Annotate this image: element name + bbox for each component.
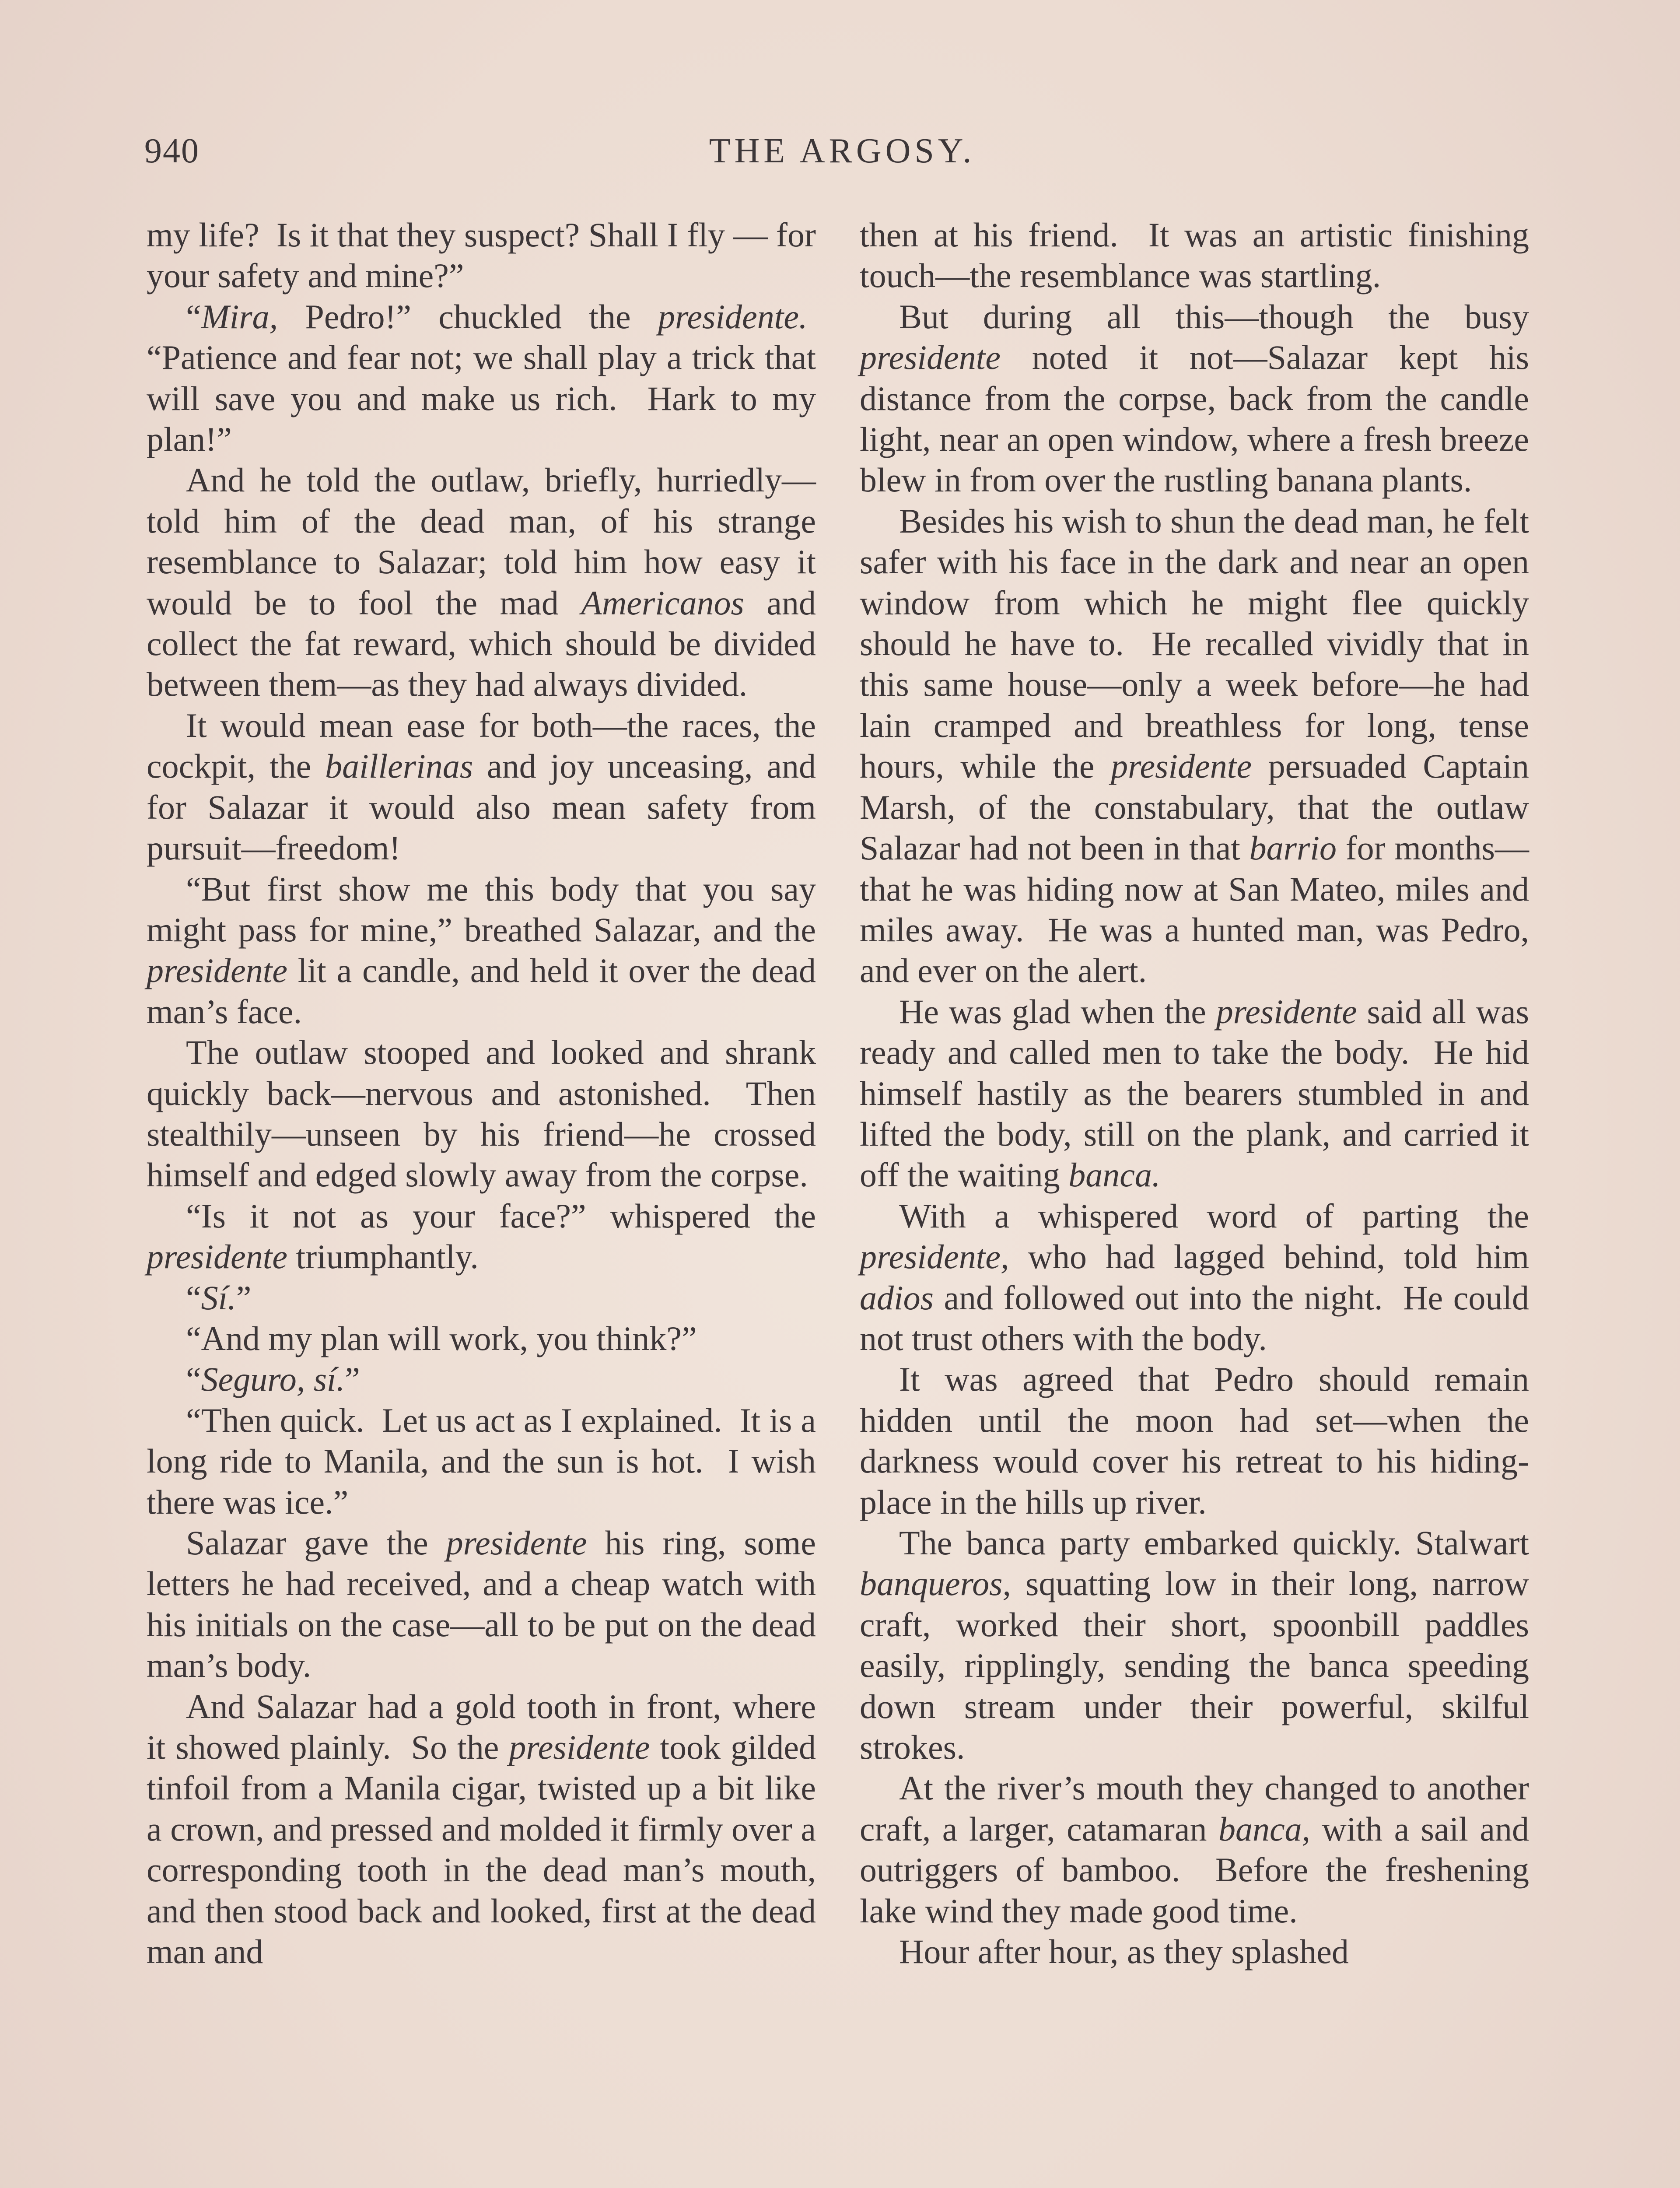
article-paragraph: The outlaw stooped and looked and shrank quickly back—nervous and astonished. Then stealthily—unseen by his friend—he crossed himself and edged slowly away from the corpse.: [147, 1033, 816, 1194]
article-paragraph: my life? Is it that they suspect? Shall I fly — for your safety and mine?”: [147, 216, 816, 295]
article-paragraph: “Then quick. Let us act as I explained. It is a long ride to Manila, and the sun is hot. I wish there was ice.”: [147, 1401, 816, 1521]
article-paragraph: With a whispered word of parting the presidente, who had lagged behind, told him adios and followed out into the night. He could not trust others with the body.: [860, 1196, 1529, 1357]
article-paragraph: Salazar gave the presidente his ring, some letters he had received, and a cheap watch with his initials on the case—all to be put on the dead man’s body.: [147, 1524, 816, 1685]
article-paragraph: Hour after hour, as they splashed: [899, 1932, 1349, 1971]
article-paragraph: “Sí.”: [186, 1278, 252, 1317]
article-paragraph: And Salazar had a gold tooth in front, where it showed plainly. So the presidente took gilded tinfoil from a Manila cigar, twisted up a bit like a crown, and pressed and molded it firmly over a corresponding tooth in the dead man’s mouth, and then stood back and looked, first at the dead man and: [147, 1687, 816, 1971]
article-paragraph: Besides his wish to shun the dead man, he felt safer with his face in the dark and near an open window from which he might flee quickly should he have to. He recalled vividly that in this same house—only a week before—he had lain cramped and breathless for long, tense hours, while the presidente persuaded Captain Marsh, of the constabulary, that the outlaw Salazar had not been in that barrio for months—that he was hiding now at San Mateo, miles and miles away. He was a hunted man, was Pedro, and ever on the alert.: [860, 501, 1529, 990]
article-paragraph: It would mean ease for both—the races, the cockpit, the baillerinas and joy unceasing, and for Salazar it would also mean safety from pursuit—freedom!: [147, 706, 816, 867]
text-column-right: [860, 214, 1529, 1972]
article-paragraph: At the river’s mouth they changed to another craft, a larger, catamaran banca, with a sail and outriggers of bamboo. Before the freshening lake wind they made good time.: [860, 1769, 1529, 1930]
article-paragraph: then at his friend. It was an artistic finishing touch—the resemblance was startling.: [860, 216, 1529, 295]
article-paragraph: “But first show me this body that you say might pass for mine,” breathed Salazar, and the presidente lit a candle, and held it over the dead man’s face.: [147, 870, 816, 1031]
article-paragraph: “Is it not as your face?” whispered the presidente triumphantly.: [147, 1196, 816, 1276]
article-paragraph: He was glad when the presidente said all was ready and called men to take the body. He hid himself hastily as the bearers stumbled in and lifted the body, still on the plank, and carried it off the waiting banca.: [860, 992, 1529, 1194]
page-number: 940: [144, 132, 200, 170]
article-paragraph: “And my plan will work, you think?”: [186, 1319, 697, 1357]
running-head: [144, 131, 1540, 184]
article-paragraph: And he told the outlaw, briefly, hurriedly—told him of the dead man, of his strange resemblance to Salazar; told him how easy it would be to fool the mad Americanos and collect the fat reward, which should be divided between them—as they had always divided.: [147, 461, 816, 704]
article-paragraph: “Mira, Pedro!” chuckled the presidente. “Patience and fear not; we shall play a trick that will save you and make us rich. Hark to my plan!”: [147, 297, 816, 459]
text-column-left: [147, 214, 816, 1972]
article-paragraph: But during all this—though the busy presidente noted it not—Salazar kept his distance from the corpse, back from the candle light, near an open window, where a fresh breeze blew in from over the rustling banana plants.: [860, 297, 1529, 499]
article-paragraph: It was agreed that Pedro should remain hidden until the moon had set—when the darkness would cover his retreat to his hiding-place in the hills up river.: [860, 1360, 1529, 1521]
magazine-title: THE ARGOSY.: [709, 132, 976, 170]
article-paragraph: The banca party embarked quickly. Stalwart banqueros, squatting low in their long, narrow craft, worked their short, spoonbill paddles easily, ripplingly, sending the banca speeding down stream under their powerful, skilful strokes.: [860, 1524, 1529, 1767]
article-paragraph: “Seguro, sí.”: [186, 1360, 360, 1399]
